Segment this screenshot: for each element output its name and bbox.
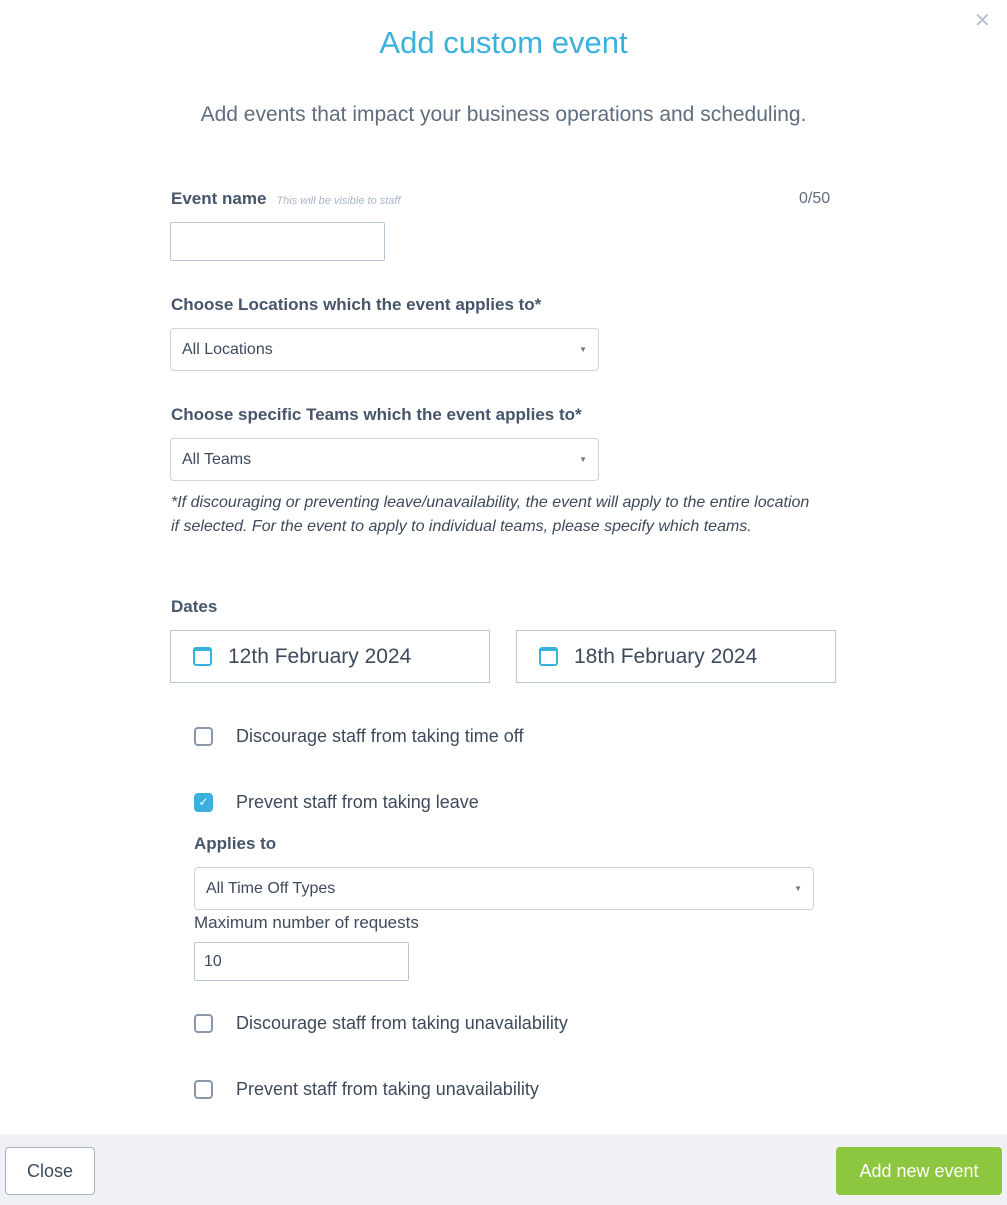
end-date-picker[interactable] (516, 630, 836, 683)
dialog-title: Add custom event (379, 25, 628, 60)
applies-to-select[interactable] (194, 867, 814, 910)
option-discourage-time-off[interactable] (194, 726, 523, 747)
event-name-label: Event name This will be visible to staff (171, 189, 401, 208)
teams-value: All Teams (182, 450, 252, 468)
end-date-value: 18th February 2024 (574, 644, 758, 668)
chevron-down-icon: ▼ (794, 884, 802, 893)
checkbox[interactable] (194, 1014, 213, 1033)
char-counter: 0/50 (799, 190, 831, 207)
checkbox-checked[interactable]: ✓ (194, 793, 213, 812)
event-name-input[interactable] (170, 222, 385, 261)
teams-label: Choose specific Teams which the event applies to* (171, 405, 582, 424)
dates-label: Dates (171, 597, 218, 616)
option-label: Prevent staff from taking leave (236, 792, 479, 812)
applies-to-label: Applies to (194, 834, 277, 853)
locations-value: All Locations (182, 340, 273, 358)
close-icon[interactable]: ✕ (974, 10, 991, 32)
applies-to-value: All Time Off Types (206, 879, 336, 897)
option-prevent-leave[interactable] (194, 792, 479, 813)
option-label: Prevent staff from taking unavailability (236, 1079, 539, 1099)
chevron-down-icon: ▼ (579, 455, 587, 464)
chevron-down-icon: ▼ (579, 345, 587, 354)
locations-select[interactable] (170, 328, 599, 371)
checkbox[interactable] (194, 1080, 213, 1099)
event-name-hint: This will be visible to staff (276, 195, 401, 207)
checkbox[interactable] (194, 727, 213, 746)
option-label: Discourage staff from taking unavailability (236, 1013, 568, 1033)
locations-label: Choose Locations which the event applies to* (171, 295, 542, 314)
max-requests-label: Maximum number of requests (194, 913, 419, 932)
close-button[interactable]: Close (5, 1147, 95, 1195)
start-date-value: 12th February 2024 (228, 644, 412, 668)
add-new-event-button[interactable]: Add new event (836, 1147, 1002, 1195)
calendar-icon (539, 647, 558, 666)
teams-select[interactable] (170, 438, 599, 481)
scope-note: *If discouraging or preventing leave/unavailability, the event will apply to the entire location if selected. For the event to apply to individual teams, please specify which teams. (171, 494, 810, 535)
dialog-subtitle: Add events that impact your business operations and scheduling. (200, 103, 807, 126)
option-discourage-unavailability[interactable] (194, 1013, 568, 1034)
start-date-picker[interactable] (170, 630, 490, 683)
option-prevent-unavailability[interactable] (194, 1079, 539, 1100)
max-requests-input[interactable]: 10 (194, 942, 409, 981)
calendar-icon (193, 647, 212, 666)
option-label: Discourage staff from taking time off (236, 726, 524, 746)
